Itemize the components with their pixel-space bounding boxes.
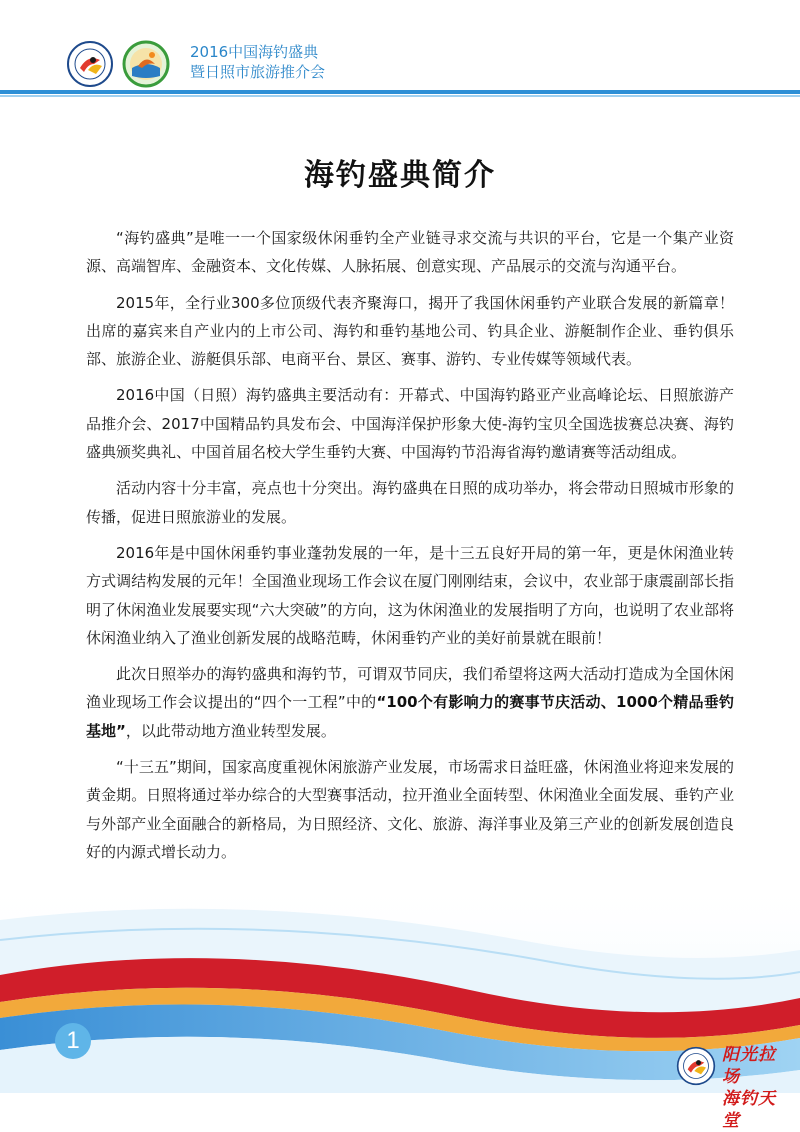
paragraph-3: 2016中国（日照）海钓盛典主要活动有：开幕式、中国海钓路亚产业高峰论坛、日照旅游产品推介会、2017中国精品钓具发布会、中国海洋保护形象大使-海钓宝贝全国选拔赛总决赛、海钓盛典颁奖典礼、中国首届名校大学生垂钓大赛、中国海钓节沿海省海钓邀请赛等活动组成。 [86, 386, 734, 462]
paragraph-1: “海钓盛典”是唯一一个国家级休闲垂钓全产业链寻求交流与共识的平台，它是一个集产业资源、高端智库、金融资本、文化传媒、人脉拓展、创意实现、产品展示的交流与沟通平台。 [86, 229, 734, 276]
header-title-line2: 暨日照市旅游推介会 [190, 63, 326, 81]
paragraph-6-emphasis: “100个有影响力的赛事节庆活动、1000个精品垂钓基地” [86, 693, 735, 740]
rizhao-fishing-logo [122, 40, 170, 88]
paragraph-6-text-start: 此次日照举办的海钓盛典和海钓节，可谓双节同庆，我们希望将这两大活动打造成为全国休闲渔业现场工作会议提出的“四个一工程”中的 [86, 665, 734, 712]
header-title [190, 42, 325, 82]
header-divider-light [0, 95, 800, 97]
slogan-line1: 阳光拉场 [722, 1045, 776, 1087]
article-body [86, 224, 734, 874]
page-number: 1 [55, 1023, 91, 1059]
paragraph-4: 活动内容十分丰富，亮点也十分突出。海钓盛典在日照的成功举办，将会带动日照城市形象的传播，促进日照旅游业的发展。 [86, 479, 734, 526]
paragraph-2: 2015年，全行业300多位顶级代表齐聚海口，揭开了我国休闲垂钓产业联合发展的新篇章！出席的嘉宾来自产业内的上市公司、海钓和垂钓基地公司、钓具企业、游艇制作企业、垂钓俱乐部、旅游企业、游艇俱乐部、电商平台、景区、赛事、游钓、专业传媒等领域代表。 [86, 293, 734, 369]
header-divider [0, 90, 800, 94]
paragraph-5: 2016年是中国休闲垂钓事业蓬勃发展的一年，是十三五良好开局的第一年，更是休闲渔业转方式调结构发展的元年！全国渔业现场工作会议在厦门刚刚结束，会议中，农业部于康震副部长指明了休闲渔业发展要实现“六大突破”的方向，这为休闲渔业的发展指明了方向，也说明了农业部将休闲渔业纳入了渔业创新发展的战略范畴，休闲垂钓产业的美好前景就在眼前！ [86, 543, 734, 647]
page-header [0, 0, 800, 96]
china-fishing-logo [66, 40, 114, 88]
paragraph-7: “十三五”期间，国家高度重视休闲旅游产业发展，市场需求日益旺盛，休闲渔业将迎来发展的黄金期。日照将通过举办综合的大型赛事活动，拉开渔业全面转型、休闲渔业全面发展、垂钓产业与外部产业全面融合的新格局，为日照经济、文化、旅游、海洋事业及第三产业的创新发展创造良好的内源式增长动力。 [86, 758, 734, 861]
footer-slogan [722, 1044, 792, 1132]
paragraph-6 [86, 660, 734, 745]
slogan-line2: 海钓天堂 [722, 1089, 776, 1131]
page-title: 海钓盛典简介 [304, 158, 496, 193]
footer-fishing-logo [676, 1046, 716, 1086]
header-title-line1: 2016中国海钓盛典 [190, 43, 319, 61]
paragraph-6-text-end: ，以此带动地方渔业转型发展。 [125, 721, 336, 740]
